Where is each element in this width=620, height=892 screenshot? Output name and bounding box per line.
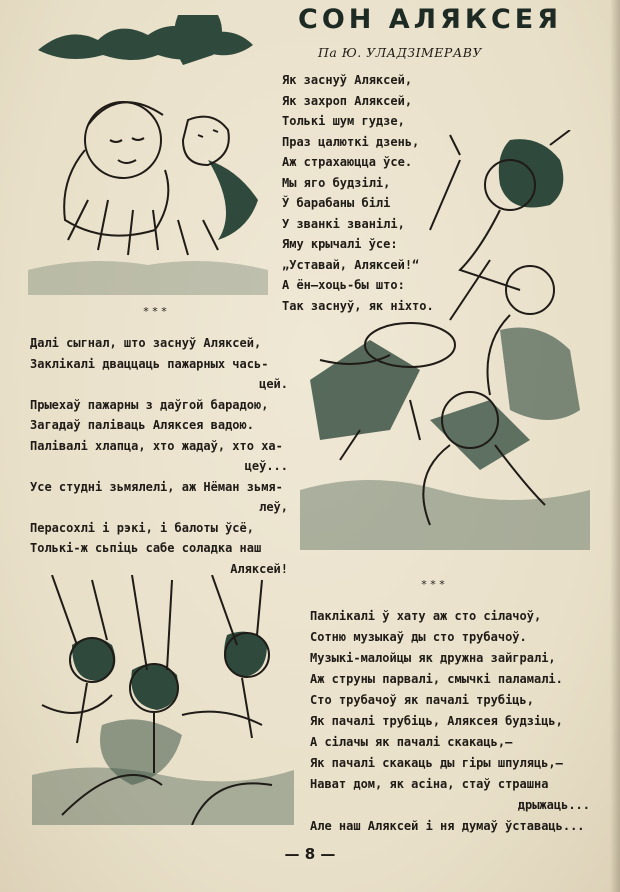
- poem-line: Паклікалі ў хату аж сто сілачоў,: [310, 609, 542, 623]
- poem-line: Як заснуў Аляксей,: [282, 73, 413, 87]
- poem-line: Ў барабаны білі: [282, 196, 391, 210]
- poem-line: „Уставай, Аляксей!“: [282, 257, 420, 272]
- poem-title: СОН АЛЯКСЕЯ: [298, 4, 562, 35]
- illustration-firemen: [32, 575, 294, 825]
- poem-line: Аж страхаюцца ўсе.: [282, 155, 413, 169]
- poem-line: цей.: [259, 377, 288, 391]
- poem-line: Палівалі хлапца, хто жадаў, хто ха-: [30, 438, 283, 453]
- poem-line: Аляксей!: [230, 561, 288, 576]
- poem-line: Як пачалі скакаць ды гіры шпуляць,—: [310, 756, 563, 770]
- stanza-separator: * * *: [143, 305, 167, 318]
- poem-line: дрыжаць...: [517, 798, 590, 812]
- stanza-3: [310, 606, 590, 837]
- stanza-separator: * * *: [421, 578, 445, 591]
- poem-line: Мы яго будзілі,: [282, 175, 391, 190]
- illustration-drummers: [300, 130, 590, 550]
- poem-line: Так заснуў, як ніхто.: [282, 298, 434, 313]
- poem-line: Як захроп Аляксей,: [282, 93, 413, 108]
- poem-line: Прыехаў пажарны з даўгой барадою,: [30, 397, 269, 412]
- poem-line: Як пачалі трубіць, Аляксея будзіць,: [310, 714, 563, 728]
- poem-line: Загадаў паліваць Аляксея вадою.: [30, 418, 254, 432]
- poem-line: У званкі званілі,: [282, 216, 405, 231]
- poem-line: Але наш Аляксей і ня думаў ўставаць...: [310, 819, 585, 833]
- poem-line: Аж струны парвалі, смычкі паламалі.: [310, 672, 563, 686]
- poem-line: Сотню музыкаў ды сто трубачоў.: [310, 630, 527, 644]
- poem-line: Заклікалі дваццаць пажарных чась-: [30, 356, 269, 371]
- poem-line: Толькі шум гудзе,: [282, 114, 405, 128]
- poem-line: Музыкі-малойцы як дружна зайгралі,: [310, 651, 556, 665]
- page-edge-shadow: [610, 0, 620, 892]
- poem-line: Сто трубачоў як пачалі трубіць,: [310, 693, 534, 707]
- poem-line: Праз цалюткі дзень,: [282, 134, 420, 149]
- poem-line: Далі сыгнал, што заснуў Аляксей,: [30, 336, 262, 350]
- poem-line: Толькі-ж сьпіць сабе соладка наш: [30, 541, 262, 555]
- poem-line: леў,: [259, 500, 288, 514]
- poem-line: А ён—хоць-бы што:: [282, 278, 405, 292]
- poem-line: А сілачы як пачалі скакаць,—: [310, 735, 513, 749]
- stanza-2: [30, 333, 288, 579]
- poem-line: Яму крычалі ўсе:: [282, 237, 398, 251]
- poem-line: Нават дом, як асіна, стаў страшна: [310, 777, 549, 791]
- illustration-sleeping-boy: [28, 10, 268, 295]
- poem-line: цеў...: [244, 459, 288, 473]
- poem-line: Усе студні зьмялелі, аж Нёман зьмя-: [30, 479, 283, 494]
- poem-byline: Па Ю. УЛАДЗІМЕРАВУ: [318, 45, 483, 60]
- poem-line: Перасохлі і рэкі, і балоты ўсё,: [30, 520, 254, 535]
- page-number: — 8 —: [284, 845, 336, 863]
